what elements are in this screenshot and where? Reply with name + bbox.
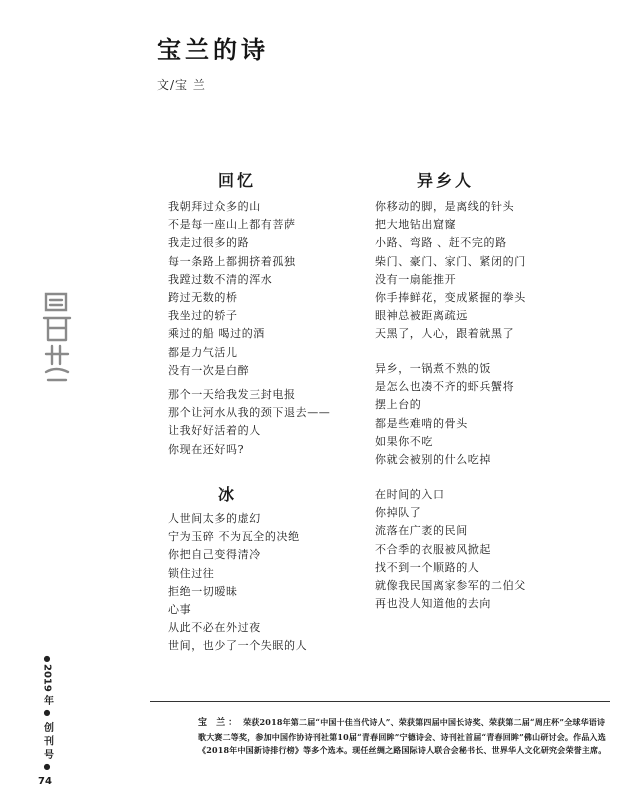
bullet-dot: ● bbox=[43, 708, 51, 718]
bio-author-name: 宝 兰： bbox=[198, 718, 241, 728]
poem-heading-huiyi: 回忆 bbox=[218, 171, 257, 190]
stanza bbox=[168, 386, 330, 459]
poem-line: 再也没人知道他的去向 bbox=[375, 597, 491, 611]
poem-line: 没有一扇能推开 bbox=[375, 272, 457, 286]
bio-text: 荣获2018年第二届“中国十佳当代诗人”、荣获第四届中国长诗奖、荣获第二届“周庄杯”全球华语诗歌大赛二等奖，参加中国作协诗刊社第10届“青春回眸”宁德诗会、诗刊社首届“青春回眸”佛山研讨会。作品入选《2018年中国新诗排行榜》等多个选本。现任丝绸之路国际诗人联合会秘书长、世界华人文化研究会荣誉主席。 bbox=[198, 717, 607, 755]
poem-heading-yixiangren: 异乡人 bbox=[417, 171, 475, 190]
poem-line: 每一条路上都拥挤着孤独 bbox=[168, 254, 296, 268]
bullet-dot: ● bbox=[43, 762, 51, 772]
byline: 文/宝 兰 bbox=[157, 78, 206, 92]
poem-line: 你现在还好吗? bbox=[168, 442, 245, 456]
poem-line: 人世间太多的虚幻 bbox=[168, 512, 261, 525]
poem-line: 都是些难啃的骨头 bbox=[375, 416, 468, 430]
bio-divider bbox=[150, 701, 610, 702]
poem-line: 不合季的衣服被风掀起 bbox=[375, 542, 491, 556]
poem-line: 你就会被别的什么吃掉 bbox=[375, 452, 491, 466]
poem-line: 把大地钻出窟窿 bbox=[375, 218, 457, 232]
poem-line: 锁住过往 bbox=[168, 566, 215, 580]
poem-line: 我坐过的轿子 bbox=[168, 309, 238, 323]
poem-line: 小路、弯路 、赶不完的路 bbox=[375, 236, 507, 250]
poem-line: 天黑了，人心，跟着就黑了 bbox=[375, 327, 515, 341]
poem-line: 我蹚过数不清的浑水 bbox=[168, 272, 273, 286]
poem-line: 拒绝一切暧昧 bbox=[168, 584, 238, 598]
bullet-dot: ● bbox=[43, 654, 51, 663]
poem-line: 就像我民国离家参军的二伯父 bbox=[375, 578, 526, 592]
poem-line: 都是力气活儿 bbox=[168, 345, 238, 359]
poem-line: 让我好好活着的人 bbox=[168, 424, 261, 438]
poem-line: 是怎么也凑不齐的虾兵蟹将 bbox=[375, 380, 515, 394]
poem-line: 你掉队了 bbox=[375, 506, 422, 520]
poem-line: 你手捧鲜花，变成紧握的拳头 bbox=[375, 290, 526, 304]
stanza bbox=[375, 486, 526, 613]
poem-line: 乘过的船 喝过的酒 bbox=[168, 327, 265, 341]
poem-line: 心事 bbox=[168, 602, 192, 616]
poem-line: 找不到一个顺路的人 bbox=[375, 560, 480, 574]
issue-year: 2019 年 bbox=[41, 664, 53, 706]
stanza bbox=[168, 198, 296, 380]
poem-line: 在时间的入口 bbox=[375, 488, 445, 501]
page-number: 74 bbox=[38, 776, 52, 787]
poem-line: 世间，也少了一个失眠的人 bbox=[168, 639, 308, 653]
poem-line: 宁为玉碎 不为瓦全的决绝 bbox=[168, 530, 300, 544]
poem-line: 你移动的脚，是离线的针头 bbox=[375, 200, 515, 213]
poem-line: 跨过无数的桥 bbox=[168, 290, 238, 304]
poem-line: 我朝拜过众多的山 bbox=[168, 200, 261, 213]
issue-label: 创 刊 号 bbox=[41, 722, 53, 760]
poem-line: 摆上台的 bbox=[375, 398, 422, 412]
stanza bbox=[375, 198, 526, 344]
issue-sidebar bbox=[36, 654, 58, 772]
poem-line: 你把自己变得清冷 bbox=[168, 548, 261, 562]
poem-line: 从此不必在外过夜 bbox=[168, 621, 261, 635]
poem-line: 如果你不吃 bbox=[375, 434, 433, 448]
poem-heading-bing: 冰 bbox=[218, 485, 238, 504]
poem-line: 异乡，一锅煮不熟的饭 bbox=[375, 362, 491, 375]
stanza bbox=[375, 360, 514, 469]
poem-line: 那个让河水从我的颈下退去—— bbox=[168, 406, 331, 420]
poem-line: 眼神总被距离疏远 bbox=[375, 309, 468, 323]
poem-line: 流落在广袤的民间 bbox=[375, 524, 468, 538]
author-bio bbox=[198, 716, 610, 758]
seal-stamp bbox=[40, 288, 74, 386]
poem-line: 柴门、豪门、家门、紧闭的门 bbox=[375, 254, 526, 268]
poem-line: 我走过很多的路 bbox=[168, 236, 250, 250]
poem-line: 没有一次是白醉 bbox=[168, 363, 250, 377]
stanza bbox=[168, 510, 307, 656]
poem-line: 不是每一座山上都有菩萨 bbox=[168, 218, 296, 232]
poem-title: 宝兰的诗 bbox=[157, 35, 269, 64]
poem-line: 那个一天给我发三封电报 bbox=[168, 388, 296, 401]
